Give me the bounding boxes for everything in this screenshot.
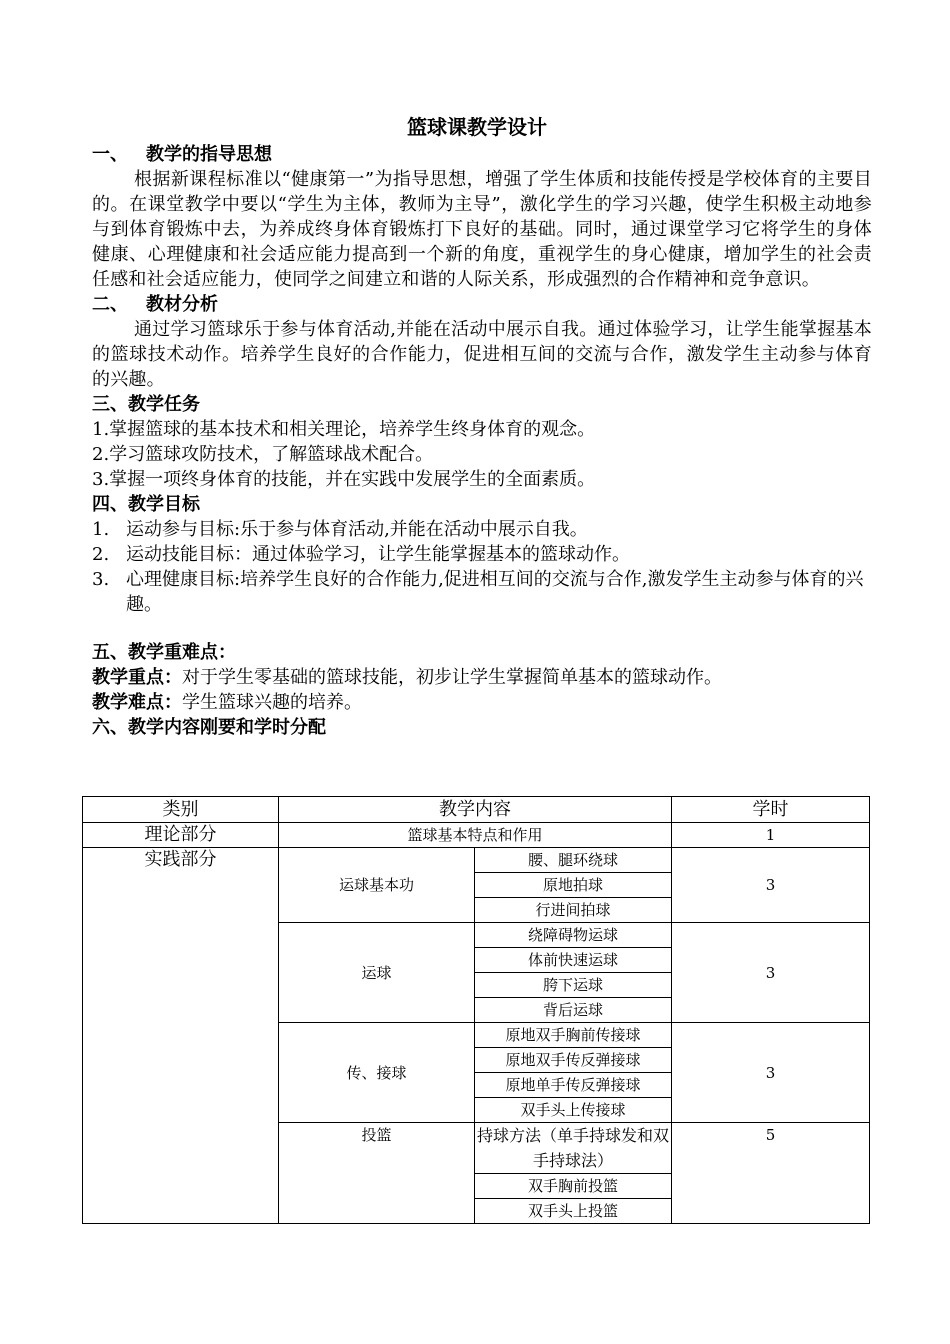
section-title: 教学目标	[128, 494, 200, 515]
hours-cell: 3	[672, 848, 870, 923]
goal-text: 运动技能目标：通过体验学习，让学生能掌握基本的篮球动作。	[126, 544, 630, 565]
section-1-heading	[92, 142, 872, 167]
category-cell: 实践部分	[83, 848, 279, 1224]
goal-item	[92, 567, 872, 617]
section-4-heading	[92, 492, 872, 517]
table-header-row	[83, 797, 870, 823]
item-cell: 体前快速运球	[475, 948, 672, 973]
group-cell: 运球	[279, 923, 475, 1023]
section-title: 教学任务	[128, 394, 200, 415]
section-number: 三、	[92, 394, 128, 415]
content-cell: 篮球基本特点和作用	[279, 823, 672, 848]
section-2-heading	[92, 292, 872, 317]
hours-cell: 3	[672, 1023, 870, 1123]
item-cell: 背后运球	[475, 998, 672, 1023]
item-cell: 绕障碍物运球	[475, 923, 672, 948]
goal-item	[92, 542, 872, 567]
goal-number: 1.	[92, 519, 110, 540]
section-title: 教学内容刚要和学时分配	[128, 717, 326, 738]
item-cell: 胯下运球	[475, 973, 672, 998]
task-item: 1.掌握篮球的基本技术和相关理论，培养学生终身体育的观念。	[92, 419, 596, 440]
item-cell: 持球方法（单手持球发和双手持球法）	[475, 1123, 672, 1174]
key-point-text: 对于学生零基础的篮球技能，初步让学生掌握简单基本的篮球动作。	[182, 667, 722, 688]
item-cell: 原地单手传反弹接球	[475, 1073, 672, 1098]
section-3-heading	[92, 392, 872, 417]
group-cell: 投篮	[279, 1123, 475, 1224]
table-row	[83, 823, 870, 848]
section-5-heading	[92, 640, 872, 665]
section-number: 六、	[92, 717, 128, 738]
item-cell: 双手头上传接球	[475, 1098, 672, 1123]
item-cell: 原地双手胸前传接球	[475, 1023, 672, 1048]
section-2-paragraph: 通过学习篮球乐于参与体育活动,并能在活动中展示自我。通过体验学习，让学生能掌握基本的篮球技术动作。培养学生良好的合作能力，促进相互间的交流与合作，激发学生主动参与体育的兴趣。	[92, 319, 872, 390]
item-cell: 行进间拍球	[475, 898, 672, 923]
hours-cell: 1	[672, 823, 870, 848]
section-number: 四、	[92, 494, 128, 515]
group-cell: 运球基本功	[279, 848, 475, 923]
schedule-table	[82, 796, 870, 1224]
task-item: 2.学习篮球攻防技术，了解篮球战术配合。	[92, 444, 434, 465]
section-number: 二、	[92, 294, 128, 315]
item-cell: 双手头上投篮	[475, 1199, 672, 1224]
task-item: 3.掌握一项终身体育的技能，并在实践中发展学生的全面素质。	[92, 469, 596, 490]
hours-cell: 5	[672, 1123, 870, 1224]
table-row	[83, 848, 870, 873]
goal-number: 2.	[92, 544, 110, 565]
section-6-heading	[92, 715, 872, 740]
category-cell: 理论部分	[83, 823, 279, 848]
section-number: 五、	[92, 642, 128, 663]
header-hours: 学时	[672, 797, 870, 823]
difficulty-text: 学生篮球兴趣的培养。	[182, 692, 362, 713]
goal-text: 心理健康目标:培养学生良好的合作能力,促进相互间的交流与合作,激发学生主动参与体育的兴趣。	[126, 569, 864, 615]
section-title: 教学的指导思想	[146, 144, 272, 165]
section-1-paragraph: 根据新课程标准以“健康第一”为指导思想，增强了学生体质和技能传授是学校体育的主要目的。在课堂教学中要以“学生为主体，教师为主导”，激化学生的学习兴趣，使学生积极主动地参与到体育锻炼中去，为养成终身体育锻炼打下良好的基础。同时，通过课堂学习它将学生的身体健康、心理健康和社会适应能力提高到一个新的角度，重视学生的身心健康，增加学生的社会责任感和社会适应能力，使同学之间建立和谐的人际关系，形成强烈的合作精神和竞争意识。	[92, 169, 872, 290]
goal-text: 运动参与目标:乐于参与体育活动,并能在活动中展示自我。	[126, 519, 588, 540]
blank-line	[92, 617, 872, 640]
document-page	[92, 112, 872, 740]
document-title: 篮球课教学设计	[407, 115, 547, 139]
header-content: 教学内容	[279, 797, 672, 823]
goal-item	[92, 517, 872, 542]
section-number: 一、	[92, 144, 128, 165]
section-title: 教学重难点：	[128, 642, 236, 663]
item-cell: 原地拍球	[475, 873, 672, 898]
item-cell: 腰、腿环绕球	[475, 848, 672, 873]
difficulty-label: 教学难点：	[92, 692, 182, 713]
header-category: 类别	[83, 797, 279, 823]
hours-cell: 3	[672, 923, 870, 1023]
key-point-line	[92, 665, 872, 690]
group-cell: 传、接球	[279, 1023, 475, 1123]
goal-number: 3.	[92, 569, 110, 590]
section-title: 教材分析	[146, 294, 218, 315]
difficulty-line	[92, 690, 872, 715]
key-point-label: 教学重点：	[92, 667, 182, 688]
item-cell: 双手胸前投篮	[475, 1174, 672, 1199]
item-cell: 原地双手传反弹接球	[475, 1048, 672, 1073]
